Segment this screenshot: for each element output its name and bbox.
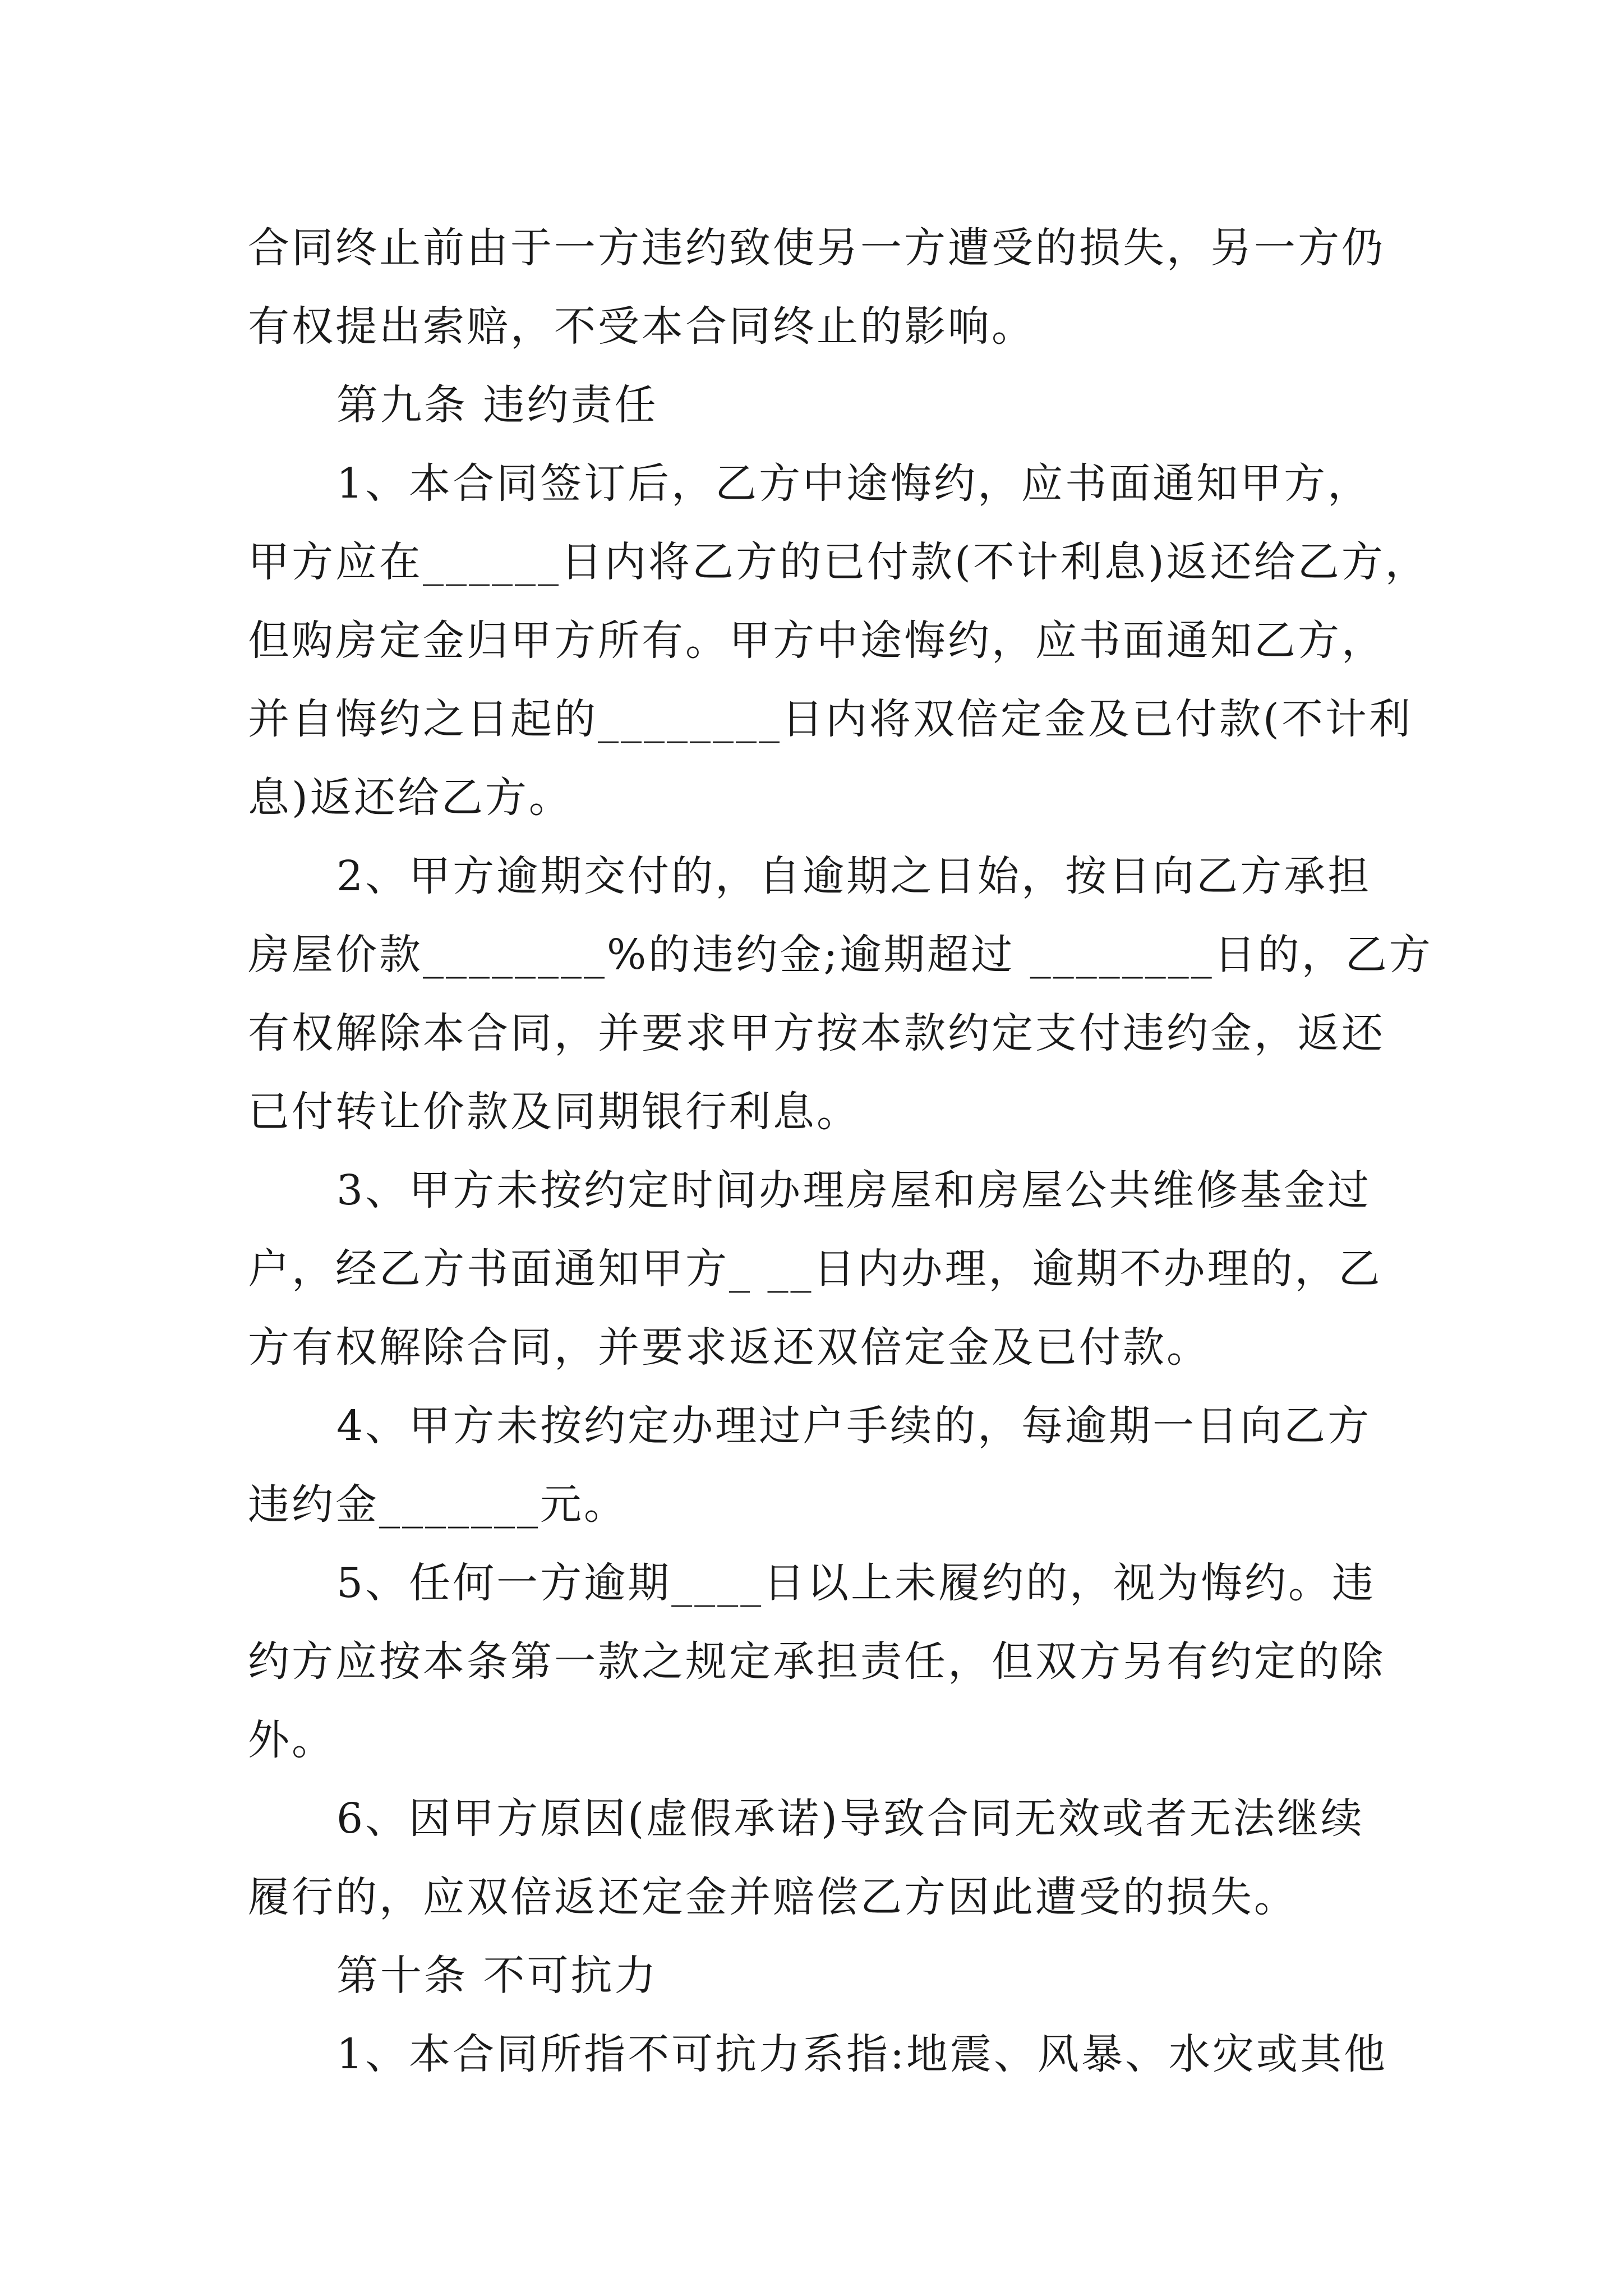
clause-4-line: 违约金_______元。 bbox=[248, 1480, 628, 1529]
clause-3-line: 方有权解除合同，并要求返还双倍定金及已付款。 bbox=[248, 1323, 1210, 1372]
clause-6-line: 履行的，应双倍返还定金并赔偿乙方因此遭受的损失。 bbox=[248, 1873, 1298, 1921]
paragraph-line: 有权提出索赔，不受本合同终止的影响。 bbox=[248, 302, 1035, 351]
section-heading-article-10: 第十条 不可抗力 bbox=[336, 1952, 658, 2000]
clause-3-line: 3、甲方未按约定时间办理房屋和房屋公共维修基金过 bbox=[336, 1166, 1372, 1214]
clause-2-line: 2、甲方逾期交付的，自逾期之日始，按日向乙方承担 bbox=[336, 852, 1372, 900]
clause-6-line: 6、因甲方原因(虚假承诺)导致合同无效或者无法继续 bbox=[336, 1795, 1364, 1843]
section-heading-article-9: 第九条 违约责任 bbox=[336, 381, 658, 429]
clause-3-line: 户，经乙方书面通知甲方_ __日内办理，逾期不办理的，乙 bbox=[248, 1245, 1382, 1293]
clause-1-line: 1、本合同签订后，乙方中途悔约，应书面通知甲方， bbox=[336, 459, 1372, 508]
clause-1-line: 但购房定金归甲方所有。甲方中途悔约，应书面通知乙方， bbox=[248, 616, 1385, 665]
force-majeure-clause-1-line: 1、本合同所指不可抗力系指:地震、风暴、水灾或其他 bbox=[336, 2030, 1388, 2078]
clause-1-line: 并自悔约之日起的________日内将双倍定金及已付款(不计利 bbox=[248, 695, 1413, 743]
clause-2-line: 已付转让价款及同期银行利息。 bbox=[248, 1088, 860, 1136]
clause-5-line: 约方应按本条第一款之规定承担责任，但双方另有约定的除 bbox=[248, 1637, 1385, 1686]
clause-5-line: 外。 bbox=[248, 1716, 335, 1764]
document-body bbox=[248, 209, 1433, 2093]
clause-2-line: 有权解除本合同，并要求甲方按本款约定支付违约金，返还 bbox=[248, 1009, 1385, 1057]
clause-5-line: 5、任何一方逾期____日以上未履约的，视为悔约。违 bbox=[336, 1559, 1376, 1607]
clause-1-line: 甲方应在______日内将乙方的已付款(不计利息)返还给乙方， bbox=[248, 538, 1429, 586]
clause-4-line: 4、甲方未按约定办理过户手续的，每逾期一日向乙方 bbox=[336, 1402, 1372, 1450]
clause-2-line: 房屋价款________%的违约金;逾期超过 ________日的，乙方 bbox=[248, 931, 1433, 979]
paragraph-line: 合同终止前由于一方违约致使另一方遭受的损失，另一方仍 bbox=[248, 224, 1385, 272]
clause-1-line: 息)返还给乙方。 bbox=[248, 774, 573, 822]
